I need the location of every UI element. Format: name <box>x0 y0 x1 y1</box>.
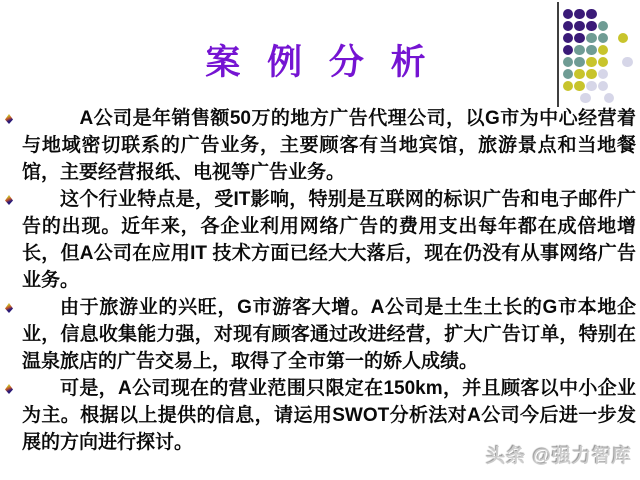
decoration-dot <box>586 9 597 20</box>
decoration-dot <box>574 69 585 80</box>
case-text-block <box>22 105 636 456</box>
decoration-dot <box>586 69 597 80</box>
decoration-dot <box>563 69 574 80</box>
paragraph-text: 由于旅游业的兴旺，G市游客大增。A公司是土生土长的G市本地企业，信息收集能力强，对现有顾客通过改进经营，扩大广告订单，特别在温泉旅店的广告交易上，取得了全市第一的娇人成绩。 <box>22 297 636 372</box>
decoration-dot <box>598 33 609 44</box>
slide-title: 案 例 分 析 <box>205 43 435 82</box>
decoration-dot <box>563 9 574 20</box>
decoration-dot <box>586 81 597 92</box>
decoration-dot <box>563 81 574 92</box>
paragraph-text: A公司是年销售额50万的地方广告代理公司，以G市为中心经营着与地域密切联系的广告业务，主要顾客有当地宾馆，旅游景点和当地餐馆，主要经营报纸、电视等广告业务。 <box>22 108 636 183</box>
case-paragraph <box>22 294 636 375</box>
decoration-dot <box>598 69 609 80</box>
decoration-dot <box>598 81 609 92</box>
paragraph-text: 可是，A公司现在的营业范围只限定在150km，并且顾客以中小企业为主。根据以上提供的信息，请运用SWOT分析法对A公司今后进一步发展的方向进行探讨。 <box>22 378 636 453</box>
decoration-dot <box>580 93 591 104</box>
decoration-dot <box>618 33 629 44</box>
decoration-dot <box>622 57 633 68</box>
decoration-dot <box>598 57 609 68</box>
decoration-dot <box>574 21 585 32</box>
decoration-dot <box>574 9 585 20</box>
decoration-dot <box>563 21 574 32</box>
decoration-dot <box>586 57 597 68</box>
decoration-dot <box>604 93 615 104</box>
decoration-dot <box>586 45 597 56</box>
divider-line <box>557 2 559 107</box>
case-paragraph <box>22 105 636 186</box>
decoration-dot <box>574 45 585 56</box>
decoration-dot <box>574 81 585 92</box>
decoration-dot <box>574 57 585 68</box>
watermark: 头条 @强力智库 <box>486 446 632 467</box>
case-paragraph <box>22 186 636 294</box>
paragraph-text: 这个行业特点是，受IT影响，特别是互联网的标识广告和电子邮件广告的出现。近年来，各企业利用网络广告的费用支出每年都在成倍地增长，但A公司在应用IT 技术方面已经大大落后，现在仍没有从事网络广告业务。 <box>22 189 636 291</box>
decoration-dot <box>586 21 597 32</box>
decoration-dot <box>563 57 574 68</box>
decoration-dot <box>563 33 574 44</box>
decoration-dot <box>598 45 609 56</box>
decoration-dot <box>574 33 585 44</box>
decoration-dot <box>563 45 574 56</box>
decoration-dot <box>598 21 609 32</box>
decoration-dot <box>586 33 597 44</box>
